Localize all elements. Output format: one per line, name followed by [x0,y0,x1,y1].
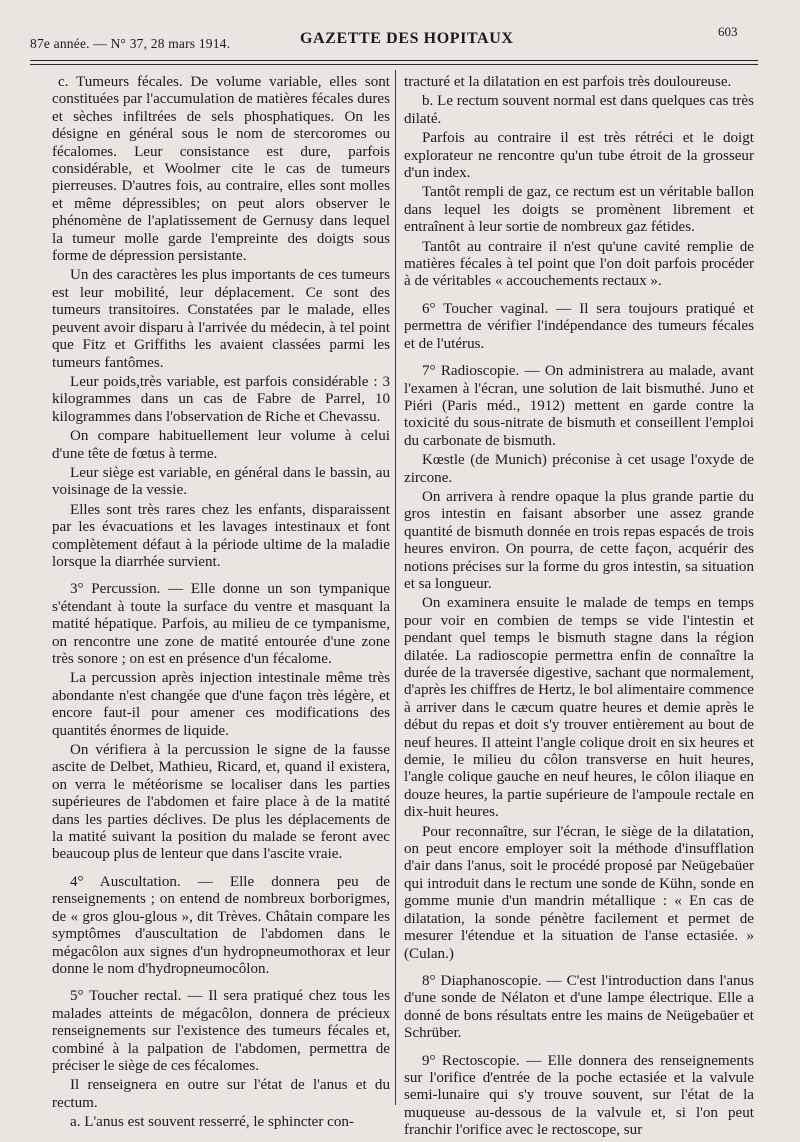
paragraph: On arrivera à rendre opaque la plus grande partie du gros intestin en faisant absorber une assez grande quantité de bismuth donnée en trois repas espacés de trois heures environ. On pourra, de cette façon, acquérir des notions précises sur la forme du gros intestin, sa situation et sa longueur. [404,488,754,592]
journal-title: GAZETTE DES HOPITAUX [300,30,514,47]
section-toucher-rectal: 5° Toucher rectal. — Il sera pratiqué chez tous les malades atteints de mégacôlon, donnera de précieux renseignements sur l'existence des tumeurs fécales et, combiné à la palpation de l'abdomen, permettra de préciser le siège de ces fécalomes. [52,988,390,1074]
section-diaphanoscopie: 8° Diaphanoscopie. — C'est l'introduction dans l'anus d'une sonde de Nélaton et d'une lampe électrique. Elle a donné de bons résultats entre les mains de Neügebaüer et Schrüber. [404,972,754,1042]
paragraph: a. L'anus est souvent resserré, le sphincter con- [70,1114,354,1131]
left-column [52,74,390,1134]
header-rule [30,60,758,61]
paragraph: Leur siège est variable, en général dans le bassin, au voisinage de la vessie. [52,464,390,499]
paragraph: Kœstle (de Munich) préconise à cet usage l'oxyde de zircone. [404,452,754,486]
column-separator [395,70,396,1105]
paragraph: Parfois au contraire il est très rétréci et le doigt explorateur ne rencontre qu'un tube étroit de la grosseur d'un index. [404,130,754,182]
paragraph: Il renseignera en outre sur l'état de l'anus et du rectum. [52,1077,390,1111]
right-column [404,74,754,1142]
paragraph: Un des caractères les plus importants de ces tumeurs est leur mobilité, leur déplacement. Ce sont des tumeurs transitoires. Constatées par le malade, elles peuvent avoir disparu à l'arrivée du médecin, à tel point que Fitz et Griffiths les avaient classées parmi les tumeurs fantômes. [52,267,390,371]
paragraph: Tantôt rempli de gaz, ce rectum est un véritable ballon dans lequel les doigts se promènent librement et entraînent à leur sortie de nombreux gaz fétides. [404,184,754,236]
paragraph: b. Le rectum souvent normal est dans quelques cas très dilaté. [404,93,754,127]
section-rectoscopie: 9° Rectoscopie. — Elle donnera des renseignements sur l'orifice d'entrée de la poche ectasiée et la valvule semi-lunaire qui s'y trouve souvent, sur l'état de la muqueuse au-dessous de la valvule et, si l'on peut franchir l'orifice avec le rectoscope, sur [404,1052,754,1139]
header-rule-thin [30,64,758,65]
page-header [0,0,800,64]
paragraph: La percussion après injection intestinale même très abondante n'est changée que d'une façon très légère, et encore faut-il pour amener ces modifications des quantités énormes de liquide. [52,670,390,739]
paragraph: tracturé et la dilatation en est parfois très douloureuse. [404,74,732,90]
paragraph: Elles sont très rares chez les enfants, disparaissent par les évacuations et les lavages intestinaux et font complètement défaut à la période ultime de la maladie lorsque la diarrhée survient. [52,501,390,570]
section-percussion: 3° Percussion. — Elle donne un son tympanique s'étendant à toute la surface du ventre et masquant la matité hépatique. Parfois, au milieu de ce tympanisme, on rencontre une zone de matité entourée d'une zone très sonore ; on est en présence d'un fécalome. [52,581,390,667]
paragraph: On vérifiera à la percussion le signe de la fausse ascite de Delbet, Mathieu, Ricard, et, quand il existera, on verra le météorisme se localiser dans les parties supérieures de l'abdomen et faire place à de la matité dans les parties déclives. De plus les déplacements de la matité suivant la position du malade se feront avec beaucoup plus de lenteur que dans l'ascite vraie. [52,742,390,863]
paragraph: Leur poids,très variable, est parfois considérable : 3 kilogrammes dans un cas de Fabre de Parrel, 10 kilogrammes dans l'observation de Riche et Chevassu. [52,373,390,425]
paragraph: On compare habituellement leur volume à celui d'une tête de fœtus à terme. [52,428,390,462]
page-number: 603 [718,24,738,39]
paragraph: Pour reconnaître, sur l'écran, le siège de la dilatation, on peut encore employer soit la méthode d'insufflation d'air dans l'anus, soit le procédé proposé par Neügebaüer qui introduit dans le rectum une sonde de Kühn, sonde en gomme munie d'un mandrin métallique : « En cas de dilatation, la sonde pénètre facilement et permet de mesurer l'étendue et la situation de l'anse ectasiée. » (Culan.) [404,823,754,962]
section-radioscopie: 7° Radioscopie. — On administrera au malade, avant l'examen à l'écran, une solution de lait bismuthé. Juno et Piéri (Paris méd., 1912) mettent en garde contre la toxicité du sous-nitrate de bismuth et conseillent l'emploi du carbonate de bismuth. [404,363,754,449]
section-toucher-vaginal: 6° Toucher vaginal. — Il sera toujours pratiqué et permettra de vérifier l'indépendance des tumeurs fécales et de l'utérus. [404,300,754,352]
paragraph: On examinera ensuite le malade de temps en temps pour voir en combien de temps se vide l'intestin et pendant quel temps le bismuth stagne dans la région dilatée. La radioscopie permettra enfin de connaître la durée de la traversée digestive, sachant que normalement, d'après les chiffres de Hertz, le bol alimentaire commence à arriver dans le cæcum quatre heures et demie après le début du repas et doit s'y trouver entièrement au bout de neuf heures. Il atteint l'angle colique droit en six heures et demie, le milieu du côlon transverse en huit heures, l'angle colique gauche en neuf heures, le côlon iliaque en douze heures, la partie supérieure de l'ampoule rectale en dix-huit heures. [404,595,754,821]
issue-line: 87e année. — N° 37, 28 mars 1914. [30,36,231,51]
paragraph: Tantôt au contraire il n'est qu'une cavité remplie de matières fécales à tel point que l'on doit parfois procéder à de véritables « accouchements rectaux ». [404,238,754,290]
section-auscultation: 4° Auscultation. — Elle donnera peu de renseignements ; on entend de nombreux borborigmes, de « gros glou-glous », dit Trèves. Châtain compare les symptômes d'auscultation de l'abdomen dans le mégacôlon aux signes d'un hydropneumothorax et leur donne le nom d'hydropneumocôlon. [52,873,390,977]
paragraph: c. Tumeurs fécales. De volume variable, elles sont constituées par l'accumulation de matières fécales dures et sèches infiltrées de sels phosphatiques. On les désigne en général sous le nom de stercoromes ou fécalomes. Leur consistance est dure, parfois considérable, et Woolmer cite le cas de tumeurs pierreuses. D'autres fois, au contraire, elles sont molles et même dépressibles; on peut alors observer le phénomène de l'aplatissement de Gernusy dans lequel la tumeur molle garde l'empreinte des doigts sous forme de dépression persistante. [52,74,390,265]
